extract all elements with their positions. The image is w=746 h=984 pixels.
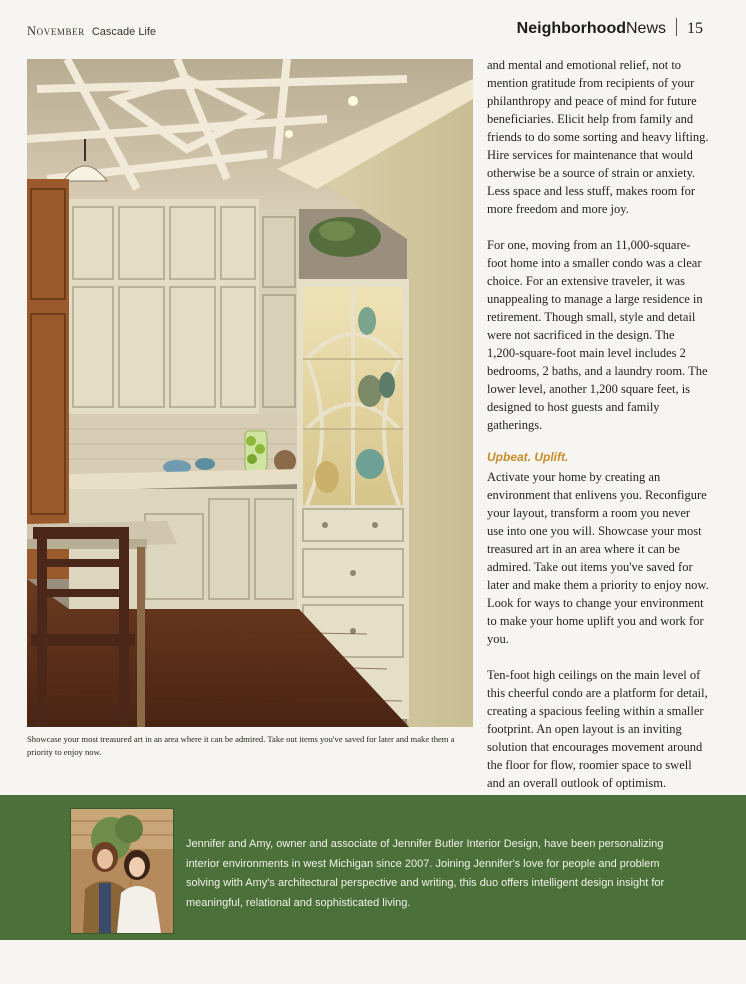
kitchen-photo xyxy=(27,59,473,727)
issue-header xyxy=(27,24,156,39)
header-divider xyxy=(676,18,677,36)
section-name-light: News xyxy=(625,20,666,37)
article-paragraph-3: Activate your home by creating an environment that enlivens you. Reconfigure your layout, transform a room you never use into one you will. Showcase your most treasured art in an area where it can be admired. Take out items you've saved for later and make them a priority to enjoy now. Look for ways to change your environment to make your home uplift you and work for you. xyxy=(487,470,709,646)
bottom-margin xyxy=(0,940,746,984)
author-bio: Jennifer and Amy, owner and associate of Jennifer Butler Interior Design, have been personalizing interior environments in west Michigan since 2007. Joining Jennifer's love for people and problem solving with Amy's architectural perspective and writing, this duo offers intelligent design insight for meaningful, relational and sophisticated living. xyxy=(186,838,665,909)
article-paragraph-2: For one, moving from an 11,000-square-foot home into a smaller condo was a clear choice. For an extensive traveler, it was unappealing to manage a large residence in retirement. Though small, style and detail were not sacrificed in the design. The 1,200-square-foot main level includes 2 bedrooms, 2 baths, and a laundry room. The lower level, another 1,200 square feet, is designed to host guests and family gatherings. xyxy=(487,238,708,432)
issue-month: November xyxy=(27,24,85,38)
photo-caption: Showcase your most treasured art in an area where it can be admired. Take out items you've saved for later and make them a priority to enjoy now. xyxy=(27,734,455,757)
article-subhead: Upbeat. Uplift. xyxy=(487,450,569,464)
article-paragraph-1: and mental and emotional relief, not to mention gratitude from recipients of your philanthropy and peace of mind for future beneficiaries. Elicit help from family and friends to do some sorting and heavy lifting. Hire services for maintenance that would otherwise be a source of strain or anxiety. Less space and less stuff, makes room for more freedom and more joy. xyxy=(487,58,709,216)
magazine-name: Cascade Life xyxy=(91,26,157,38)
section-header xyxy=(517,18,703,38)
section-name-bold: Neighborhood xyxy=(516,20,626,37)
author-photo xyxy=(70,808,174,934)
page-number: 15 xyxy=(687,20,703,37)
article-paragraph-4: Ten-foot high ceilings on the main level of this cheerful condo are a platform for detail, creating a spacious feeling within a smaller footprint. An open layout is an inviting solution that encourages movement around the floor for flow, roomier space to swell and an overall outlook of optimism. xyxy=(487,668,708,790)
article-column xyxy=(487,56,709,792)
